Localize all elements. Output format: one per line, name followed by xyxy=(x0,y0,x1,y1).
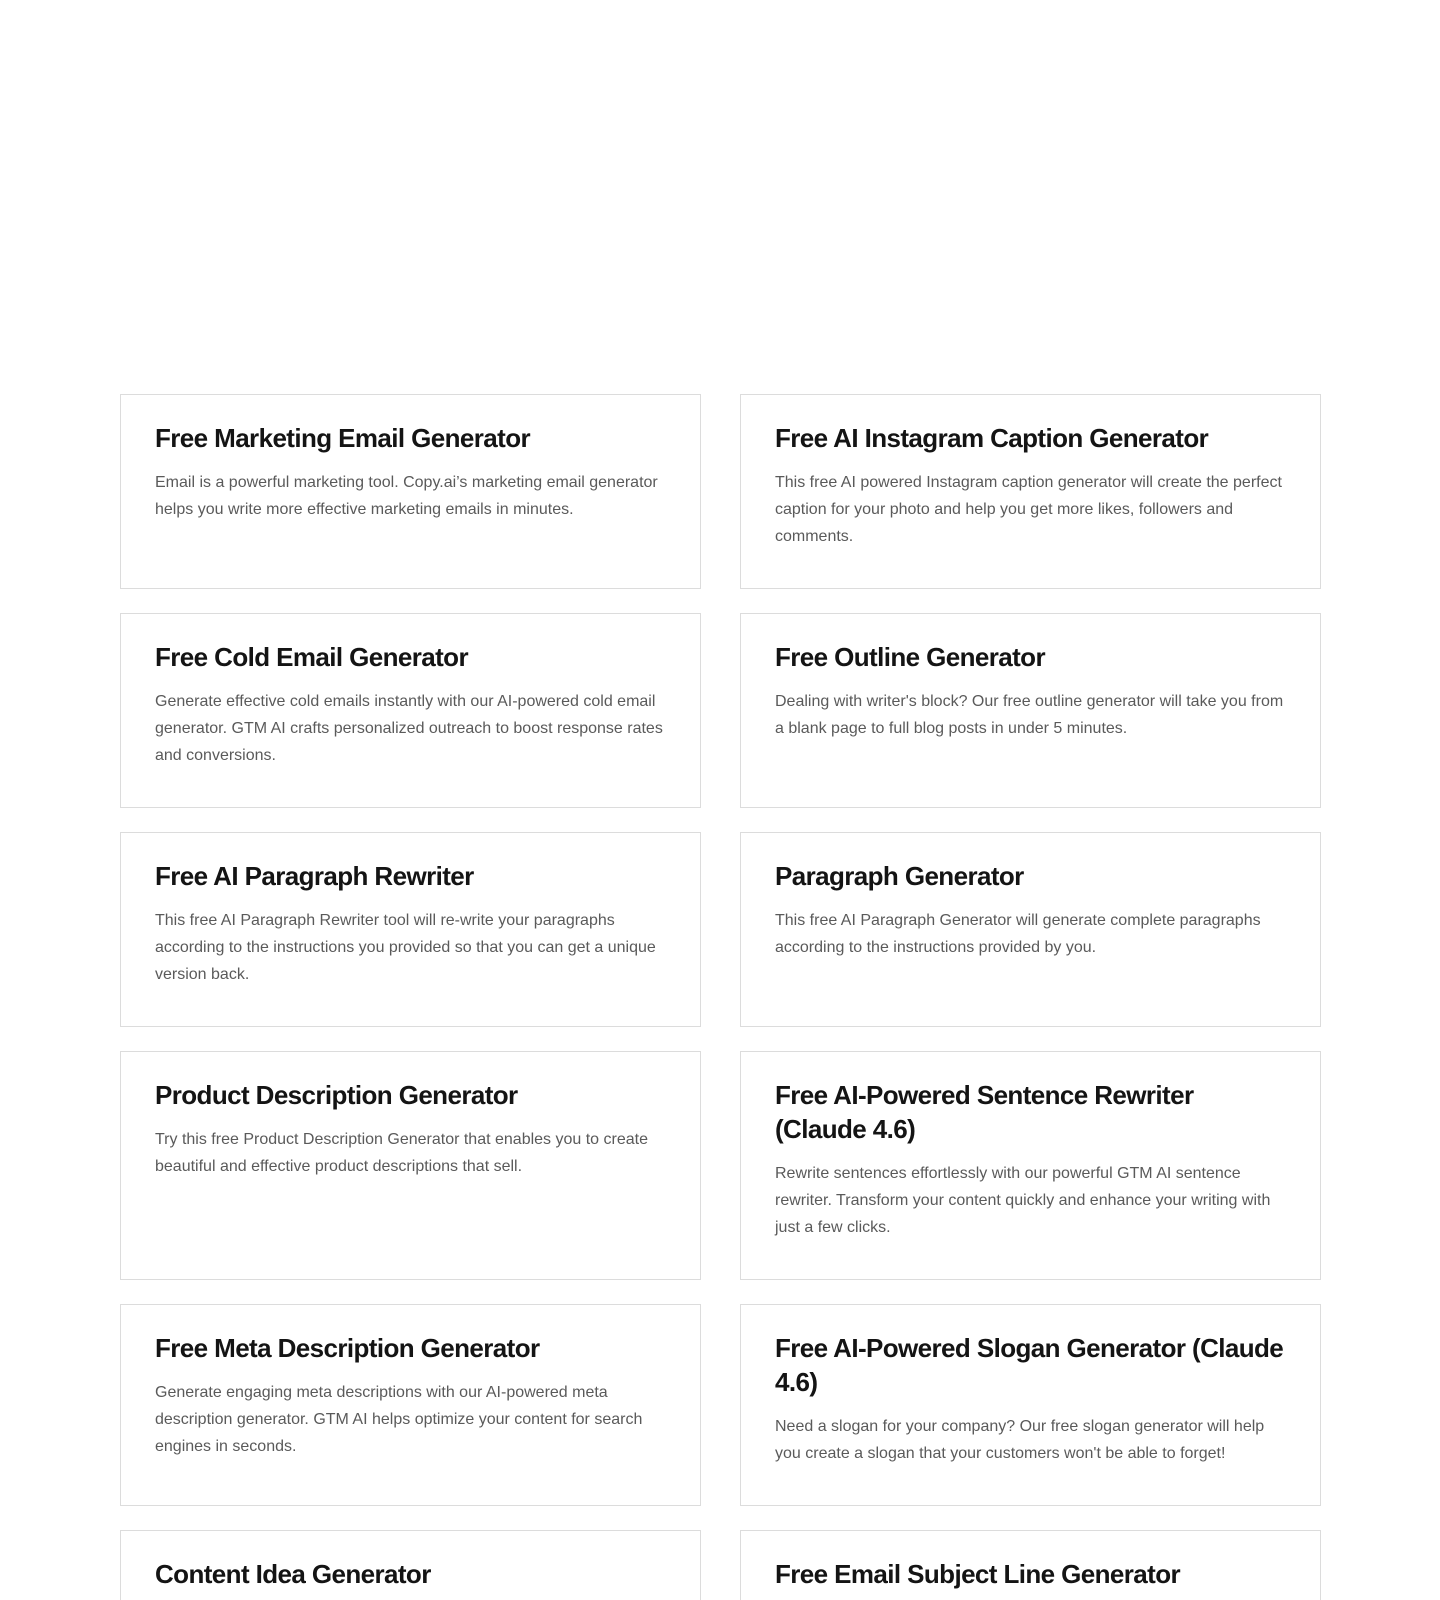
card-title: Free Cold Email Generator xyxy=(155,642,468,672)
card-description: Dealing with writer's block? Our free outline generator will take you from a blank page to full blog posts in under 5 minutes. xyxy=(775,693,1284,737)
tool-card[interactable] xyxy=(120,832,701,1027)
card-description: Rewrite sentences effortlessly with our powerful GTM AI sentence rewriter. Transform your content quickly and enhance your writing with just a few clicks. xyxy=(775,1165,1271,1236)
tool-card[interactable] xyxy=(740,613,1321,808)
card-description: Email is a powerful marketing tool. Copy.ai’s marketing email generator helps you write more effective marketing emails in minutes. xyxy=(155,474,658,518)
card-title: Free Email Subject Line Generator xyxy=(775,1559,1180,1589)
card-title: Paragraph Generator xyxy=(775,861,1024,891)
card-description: Generate effective cold emails instantly with our AI-powered cold email generator. GTM AI crafts personalized outreach to boost response rates and conversions. xyxy=(155,693,663,764)
card-description: This free AI Paragraph Rewriter tool will re-write your paragraphs according to the instructions you provided so that you can get a unique version back. xyxy=(155,912,656,983)
card-description: This free AI powered Instagram caption generator will create the perfect caption for your photo and help you get more likes, followers and comments. xyxy=(775,474,1282,545)
card-description: Need a slogan for your company? Our free slogan generator will help you create a slogan that your customers won't be able to forget! xyxy=(775,1418,1265,1462)
card-title: Free AI Paragraph Rewriter xyxy=(155,861,474,891)
card-description: Try this free Product Description Generator that enables you to create beautiful and effective product descriptions that sell. xyxy=(155,1131,648,1175)
tool-card[interactable] xyxy=(740,832,1321,1027)
card-title: Free Outline Generator xyxy=(775,642,1045,672)
card-title: Content Idea Generator xyxy=(155,1559,431,1589)
tool-card[interactable] xyxy=(740,1530,1321,1600)
card-title: Free AI-Powered Slogan Generator (Claude 4.6) xyxy=(775,1333,1284,1397)
tool-card[interactable] xyxy=(740,1051,1321,1280)
tool-card[interactable] xyxy=(120,613,701,808)
card-title: Free AI Instagram Caption Generator xyxy=(775,423,1209,453)
tool-card[interactable] xyxy=(120,1304,701,1506)
card-title: Product Description Generator xyxy=(155,1080,518,1110)
tools-grid xyxy=(120,394,1321,1600)
tool-card[interactable] xyxy=(120,1051,701,1280)
card-title: Free Meta Description Generator xyxy=(155,1333,540,1363)
card-description: Generate engaging meta descriptions with our AI-powered meta description generator. GTM AI helps optimize your content for search engines in seconds. xyxy=(155,1384,643,1455)
tool-card[interactable] xyxy=(120,394,701,589)
card-description: This free AI Paragraph Generator will generate complete paragraphs according to the instructions provided by you. xyxy=(775,912,1261,956)
tool-card[interactable] xyxy=(740,394,1321,589)
card-title: Free AI-Powered Sentence Rewriter (Claude 4.6) xyxy=(775,1080,1194,1144)
tool-card[interactable] xyxy=(120,1530,701,1600)
card-title: Free Marketing Email Generator xyxy=(155,423,531,453)
tool-card[interactable] xyxy=(740,1304,1321,1506)
